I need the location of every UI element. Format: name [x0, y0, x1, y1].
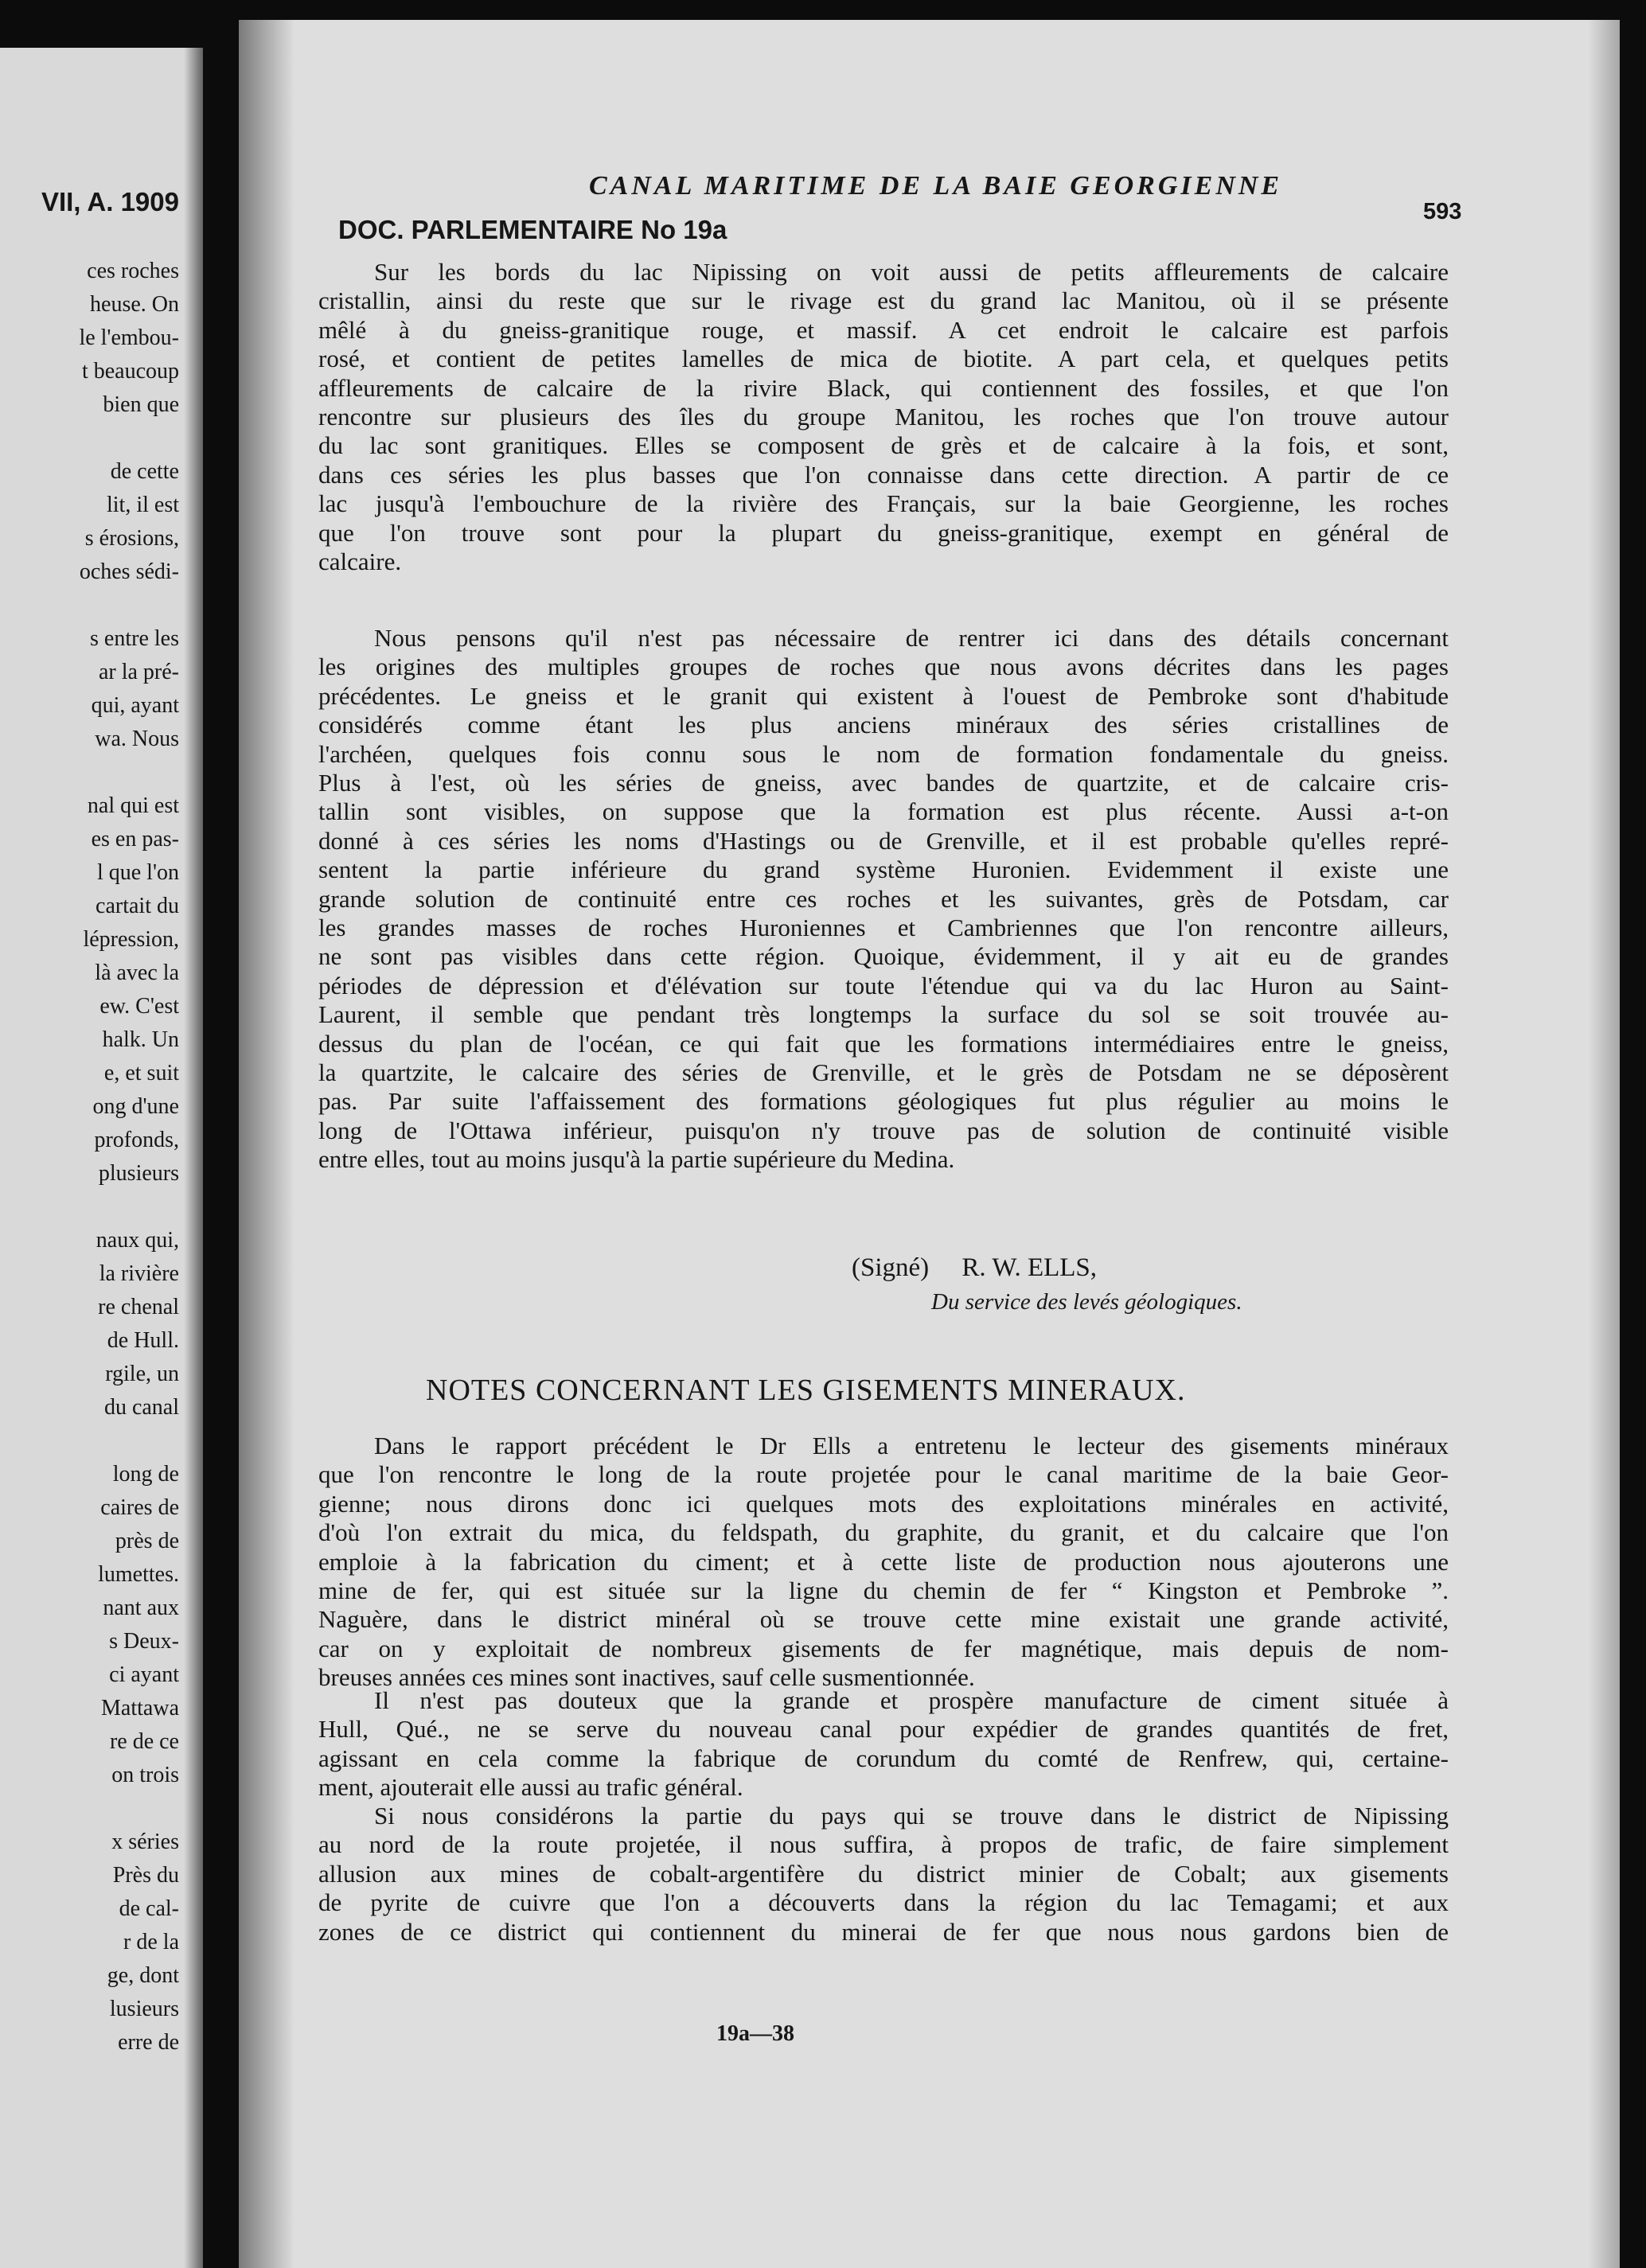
left-page-line: es en pas- [91, 827, 179, 851]
text-line: allusion aux mines de cobalt-argentifère du district minier de Cobalt; aux gisements [318, 1859, 1449, 1888]
text-line: emploie à la fabrication du ciment; et à cette liste de production nous ajouterons une [318, 1547, 1449, 1576]
left-page-line: re chenal [98, 1295, 179, 1319]
left-page-line: qui, ayant [91, 693, 179, 718]
left-page-line: Mattawa [101, 1696, 179, 1720]
right-page [239, 20, 1620, 2268]
left-page-line: cartait du [96, 894, 179, 918]
left-page-line: la rivière [99, 1261, 179, 1286]
text-line: ne sont pas visibles dans cette région. Quoique, évidemment, il y ait eu de grandes [318, 942, 1449, 971]
left-page-line: s érosions, [84, 526, 179, 551]
left-page-line: halk. Un [102, 1027, 179, 1052]
text-line: au nord de la route projetée, il nous suffira, à propos de trafic, de faire simplement [318, 1830, 1449, 1859]
left-page-line: long de [112, 1462, 179, 1487]
signature-signed: (Signé) [852, 1253, 930, 1282]
left-page-line: lépression, [83, 927, 179, 952]
left-page-line: le l'embou- [79, 325, 179, 350]
text-line: de pyrite de cuivre que l'on a découverts dans la région du lac Temagami; et aux [318, 1888, 1449, 1917]
text-line: précédentes. Le gneiss et le granit qui existent à l'ouest de Pembroke sont d'habitude [318, 681, 1449, 710]
text-line: que l'on rencontre le long de la route projetée pour le canal maritime de la baie Geor- [318, 1460, 1449, 1489]
text-line: Si nous considérons la partie du pays qui se trouve dans le district de Nipissing [374, 1802, 1449, 1830]
text-line: ment, ajouterait elle aussi au trafic général. [318, 1773, 743, 1802]
left-page-line: là avec la [95, 961, 179, 985]
left-page-line: ar la pré- [98, 660, 179, 684]
text-line: mine de fer, qui est située sur la ligne du chemin de fer “ Kingston et Pembroke ”. [318, 1576, 1449, 1604]
text-line: zones de ce district qui contiennent du minerai de fer que nous nous gardons bien de [318, 1917, 1449, 1946]
section-heading: NOTES CONCERNANT LES GISEMENTS MINERAUX. [426, 1374, 1186, 1407]
right-page-edge-shadow [1588, 20, 1620, 2268]
left-page-line: l que l'on [96, 860, 179, 885]
text-line: pas. Par suite l'affaissement des formations géologiques fut plus régulier au moins le [318, 1087, 1449, 1116]
left-page-line: erre de [118, 2030, 179, 2055]
text-line: mêlé à du gneiss-granitique rouge, et massif. A cet endroit le calcaire est parfois [318, 315, 1449, 344]
text-line: dans ces séries les plus basses que l'on connaisse dans cette direction. A partir de ce [318, 460, 1449, 489]
text-line: calcaire. [318, 548, 402, 575]
left-page-gutter-shadow [184, 48, 203, 2268]
left-page-line: ew. C'est [99, 994, 179, 1019]
text-line: affleurements de calcaire de la rivire Black, qui contiennent des fossiles, et que l'on [318, 373, 1449, 402]
left-page-line: x séries [111, 1830, 179, 1854]
left-page-line: nal qui est [87, 793, 179, 818]
text-line: périodes de dépression et d'élévation sur toute l'étendue qui va du lac Huron au Saint- [318, 971, 1449, 1000]
left-page-line: lusieurs [109, 1997, 179, 2021]
text-line: Plus à l'est, où les séries de gneiss, avec bandes de quartzite, et de calcaire cris- [318, 769, 1449, 797]
doc-label: DOC. PARLEMENTAIRE No 19a [338, 215, 727, 244]
left-page-line: on trois [111, 1763, 179, 1787]
text-line: gienne; nous dirons donc ici quelques mots des exploitations minérales en activité, [318, 1489, 1449, 1518]
text-line: Nous pensons qu'il n'est pas nécessaire de rentrer ici dans des détails concernant [374, 624, 1449, 652]
left-page-line: lit, il est [107, 493, 179, 517]
text-line: considérés comme étant les plus anciens minéraux des séries cristallines de [318, 711, 1449, 739]
text-line: les grandes masses de roches Huroniennes et Cambriennes que l'on rencontre ailleurs, [318, 914, 1449, 941]
left-page-line: e, et suit [103, 1061, 179, 1085]
text-line: agissant en cela comme la fabrique de corundum du comté de Renfrew, qui, certaine- [318, 1744, 1449, 1772]
text-line: lac jusqu'à l'embouchure de la rivière des Français, sur la baie Georgienne, les roches [318, 489, 1449, 518]
left-page-line: ge, dont [107, 1963, 179, 1988]
text-line: tallin sont visibles, on suppose que la formation est plus récente. Aussi a-t-on [318, 797, 1449, 826]
left-page-line: lumettes. [98, 1562, 179, 1587]
left-page-line: wa. Nous [95, 727, 179, 751]
text-line: grande solution de continuité entre ces roches et les suivantes, grès de Potsdam, car [318, 884, 1449, 913]
text-line: Il n'est pas douteux que la grande et prospère manufacture de ciment située à [374, 1686, 1449, 1714]
text-line: rosé, et contient de petites lamelles de mica de biotite. A part cela, et quelques petits [318, 345, 1449, 373]
text-line: Hull, Qué., ne se serve du nouveau canal pour expédier de grandes quantités de fret, [318, 1715, 1449, 1744]
left-page-header: VII, A. 1909 [41, 187, 179, 216]
left-page-line: du canal [103, 1395, 179, 1420]
text-line: Dans le rapport précédent le Dr Ells a entretenu le lecteur des gisements minéraux [374, 1432, 1449, 1459]
signature-name [852, 1253, 1097, 1283]
left-page-line: Près du [112, 1863, 179, 1888]
text-line: dessus du plan de l'océan, ce qui fait que les formations intermédiaires entre le gneiss, [318, 1029, 1449, 1058]
text-line: car on y exploitait de nombreux gisements de fer magnétique, mais depuis de nom- [318, 1634, 1449, 1662]
left-page-line: r de la [123, 1930, 179, 1954]
left-page-line: rgile, un [105, 1362, 179, 1386]
page-number: 593 [1423, 199, 1462, 224]
left-page-line: ci ayant [109, 1662, 179, 1687]
text-line: sentent la partie inférieure du grand système Huronien. Evidemment il existe une [318, 855, 1449, 884]
left-page-line: bien que [103, 392, 179, 417]
text-line: l'archéen, quelques fois connu sous le nom de formation fondamentale du gneiss. [318, 739, 1449, 768]
left-page-line: s entre les [90, 626, 179, 651]
text-line: d'où l'on extrait du mica, du feldspath, du graphite, du granit, et du calcaire que l'on [318, 1518, 1449, 1547]
left-page-line: de Hull. [107, 1328, 179, 1353]
text-line: donné à ces séries les noms d'Hastings ou de Grenville, et il est probable qu'elles repré- [318, 826, 1449, 855]
text-line: Naguère, dans le district minéral où se trouve cette mine existait une grande activité, [318, 1605, 1449, 1634]
left-page-line: ces roches [87, 259, 179, 283]
text-line: du lac sont granitiques. Elles se composent de grès et de calcaire à la fois, et sont, [318, 431, 1449, 460]
left-page-line: plusieurs [98, 1161, 179, 1186]
running-title: CANAL MARITIME DE LA BAIE GEORGIENNE [589, 171, 1283, 201]
left-page-line: de cal- [119, 1896, 179, 1921]
text-line: Sur les bords du lac Nipissing on voit aussi de petits affleurements de calcaire [374, 258, 1449, 286]
left-page-line: caires de [100, 1495, 179, 1520]
left-page-line: heuse. On [90, 292, 179, 317]
text-line: les origines des multiples groupes de roches que nous avons décrites dans les pages [318, 653, 1449, 681]
left-page [0, 48, 203, 2268]
left-page-line: près de [115, 1529, 179, 1553]
text-line: breuses années ces mines sont inactives, sauf celle susmentionnée. [318, 1663, 975, 1692]
left-page-line: de cette [110, 459, 179, 484]
signature-service: Du service des levés géologiques. [931, 1289, 1242, 1315]
left-page-line: nant aux [103, 1596, 179, 1620]
text-line: rencontre sur plusieurs des îles du groupe Manitou, les roches que l'on trouve autour [318, 403, 1449, 431]
left-page-line: re de ce [109, 1729, 179, 1754]
text-line: Laurent, il semble que pendant très longtemps la surface du sol se soit trouvée au- [318, 1000, 1449, 1029]
text-line: long de l'Ottawa inférieur, puisqu'on n'y trouve pas de solution de continuité visible [318, 1116, 1449, 1144]
left-page-line: naux qui, [96, 1228, 179, 1253]
left-page-line: t beaucoup [81, 359, 179, 384]
signature-author: R. W. ELLS, [961, 1253, 1098, 1282]
left-page-line: ong d'une [92, 1094, 179, 1119]
left-page-line: oches sédi- [79, 559, 179, 584]
text-line: que l'on trouve sont pour la plupart du gneiss-granitique, exempt en général de [318, 518, 1449, 547]
text-line: entre elles, tout au moins jusqu'à la partie supérieure du Medina. [318, 1145, 955, 1174]
left-page-line: s Deux- [109, 1629, 179, 1654]
footer-signature: 19a—38 [716, 2021, 794, 2046]
text-line: la quartzite, le calcaire des séries de Grenville, et le grès de Potsdam ne se déposèrent [318, 1058, 1449, 1086]
left-page-line: profonds, [94, 1128, 179, 1152]
text-line: cristallin, ainsi du reste que sur le rivage est du grand lac Manitou, où il se présente [318, 286, 1449, 315]
right-page-gutter-shadow [239, 20, 294, 2268]
